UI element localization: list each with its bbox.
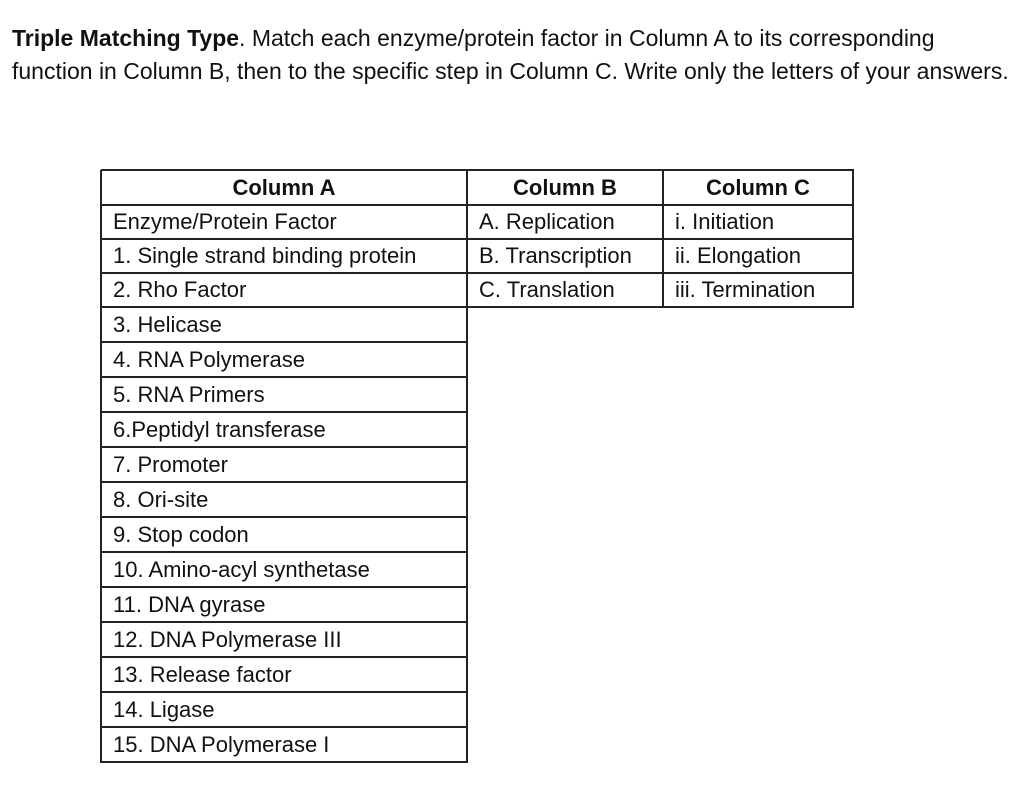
- column-a-cell: Enzyme/Protein Factor: [113, 209, 337, 234]
- column-a-cell: 9. Stop codon: [113, 521, 249, 547]
- column-c-cell: iii. Termination: [675, 277, 816, 302]
- instructions-text: . Match each enzyme/protein factor in Column A to its corresponding function in Column B, then to the specific step in Column C. Write only the letters of your answers.: [12, 25, 1009, 84]
- column-a-cell: 15. DNA Polymerase I: [113, 731, 330, 757]
- column-a-cell: 1. Single strand binding protein: [113, 243, 417, 268]
- column-b-cell: B. Transcription: [479, 243, 632, 268]
- column-a-cell: 7. Promoter: [113, 451, 228, 477]
- column-a-cell: 12. DNA Polymerase III: [113, 626, 342, 652]
- column-a-cell: 13. Release factor: [113, 661, 292, 687]
- column-a-cell: 4. RNA Polymerase: [113, 346, 305, 372]
- column-a-cell: 11. DNA gyrase: [113, 591, 266, 617]
- column-a-cell: 10. Amino-acyl synthetase: [113, 556, 370, 582]
- column-a-cell: 8. Ori-site: [113, 486, 209, 512]
- column-b-cell: C. Translation: [479, 277, 615, 302]
- column-a-cell: 14. Ligase: [113, 696, 215, 722]
- column-a-cell: 5. RNA Primers: [113, 381, 265, 407]
- column-b-header: Column B: [513, 174, 617, 200]
- column-c-cell: i. Initiation: [675, 209, 775, 234]
- column-a-cell: 2. Rho Factor: [113, 277, 247, 302]
- column-b-cell: A. Replication: [479, 209, 615, 234]
- column-c-cell: ii. Elongation: [675, 243, 801, 268]
- column-a-header: Column A: [232, 174, 336, 200]
- instructions-paragraph: [12, 22, 1012, 88]
- instructions-title: Triple Matching Type: [12, 25, 240, 51]
- column-a-cell: 6.Peptidyl transferase: [113, 416, 326, 442]
- column-a-cell: 3. Helicase: [113, 311, 222, 337]
- column-c-header: Column C: [706, 174, 810, 200]
